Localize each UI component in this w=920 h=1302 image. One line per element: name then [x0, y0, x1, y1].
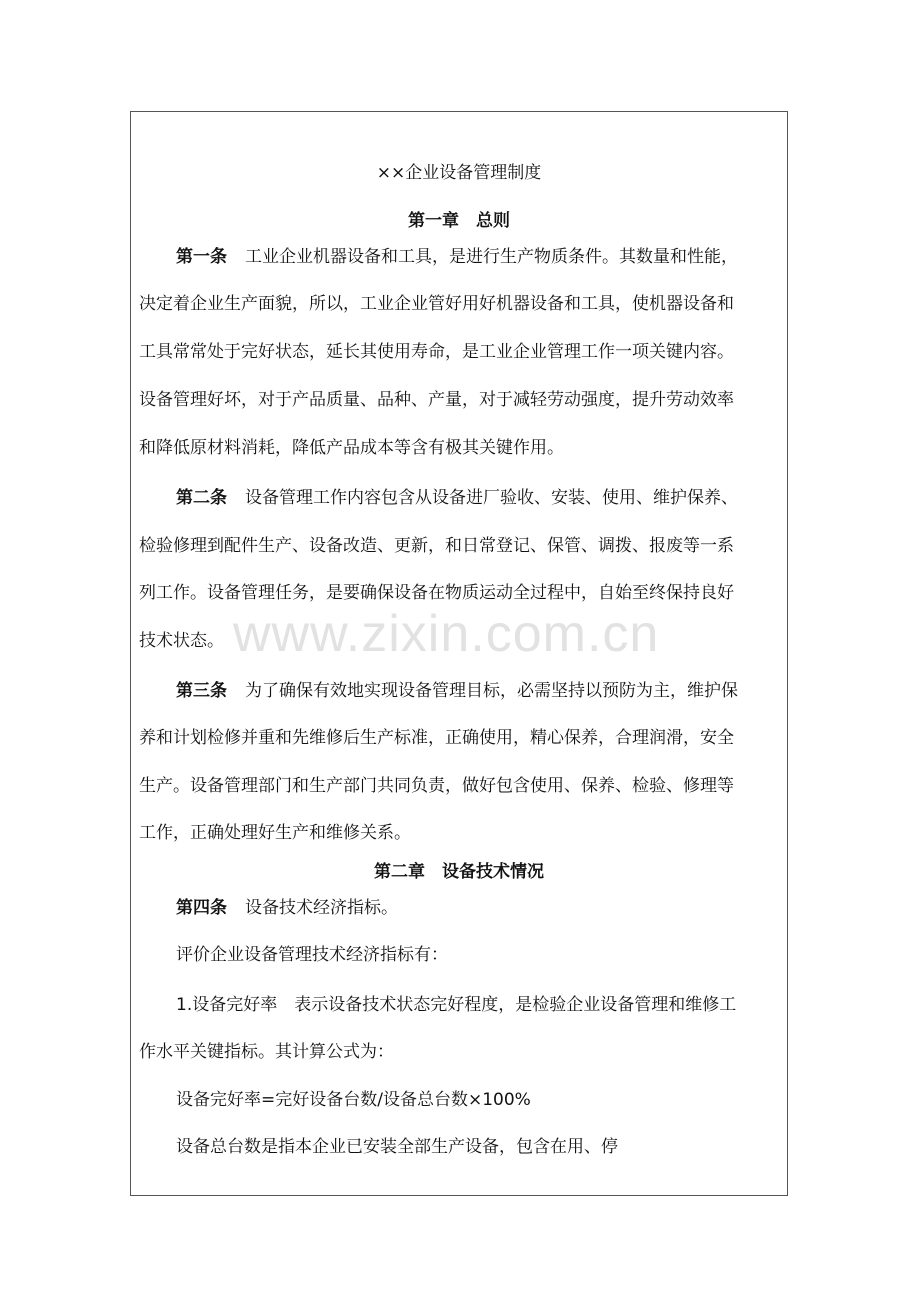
formula-line: 设备完好率=完好设备台数/设备总台数×100%	[176, 1090, 531, 1110]
final-line: 设备总台数是指本企业已安装全部生产设备，包含在用、停	[176, 1137, 618, 1157]
article-1-line: 工具常常处于完好状态，延长其使用寿命，是工业企业管理工作一项关键内容。	[139, 342, 734, 362]
article-2-first-line	[176, 486, 738, 510]
article-2-line: 检验修理到配件生产、设备改造、更新，和日常登记、保管、调拨、报废等一系	[139, 536, 734, 556]
article-1-text: 工业企业机器设备和工具，是进行生产物质条件。其数量和性能，	[245, 247, 738, 267]
chapter-2-heading: 第二章 设备技术情况	[374, 862, 544, 882]
article-1-line: 设备管理好坏，对于产品质量、品种、产量，对于减轻劳动强度，提升劳动效率	[139, 390, 734, 410]
article-3-first-line	[176, 679, 738, 703]
indicator-intro: 评价企业设备管理技术经济指标有：	[176, 945, 448, 965]
article-2-label: 第二条	[176, 488, 227, 508]
article-1-first-line	[176, 245, 738, 269]
item-1-line: 1.设备完好率 表示设备技术状态完好程度，是检验企业设备管理和维修工	[176, 995, 737, 1015]
article-3-line: 生产。设备管理部门和生产部门共同负责，做好包含使用、保养、检验、修理等	[139, 776, 734, 796]
document-title: ××企业设备管理制度	[376, 163, 542, 183]
article-2-line: 列工作。设备管理任务，是要确保设备在物质运动全过程中，自始至终保持良好	[139, 583, 734, 603]
item-1-line: 作水平关键指标。其计算公式为：	[139, 1042, 394, 1062]
article-3-line: 养和计划检修并重和先维修后生产标准，正确使用，精心保养，合理润滑，安全	[139, 728, 734, 748]
article-4-text: 设备技术经济指标。	[245, 898, 398, 918]
article-2-text: 设备管理工作内容包含从设备进厂验收、安装、使用、维护保养、	[245, 488, 738, 508]
article-1-line: 决定着企业生产面貌，所以，工业企业管好用好机器设备和工具，使机器设备和	[139, 294, 734, 314]
article-3-label: 第三条	[176, 681, 227, 701]
article-1-label: 第一条	[176, 247, 227, 267]
article-3-text: 为了确保有效地实现设备管理目标，必需坚持以预防为主，维护保	[245, 681, 738, 701]
article-4-label: 第四条	[176, 898, 227, 918]
article-3-line: 工作，正确处理好生产和维修关系。	[139, 823, 411, 843]
watermark: www.zixin.com.cn	[233, 605, 660, 663]
article-1-line: 和降低原材料消耗，降低产品成本等含有极其关键作用。	[139, 438, 564, 458]
chapter-1-heading: 第一章 总则	[408, 211, 510, 231]
article-2-line: 技术状态。	[139, 631, 224, 651]
article-4-line	[176, 896, 398, 920]
